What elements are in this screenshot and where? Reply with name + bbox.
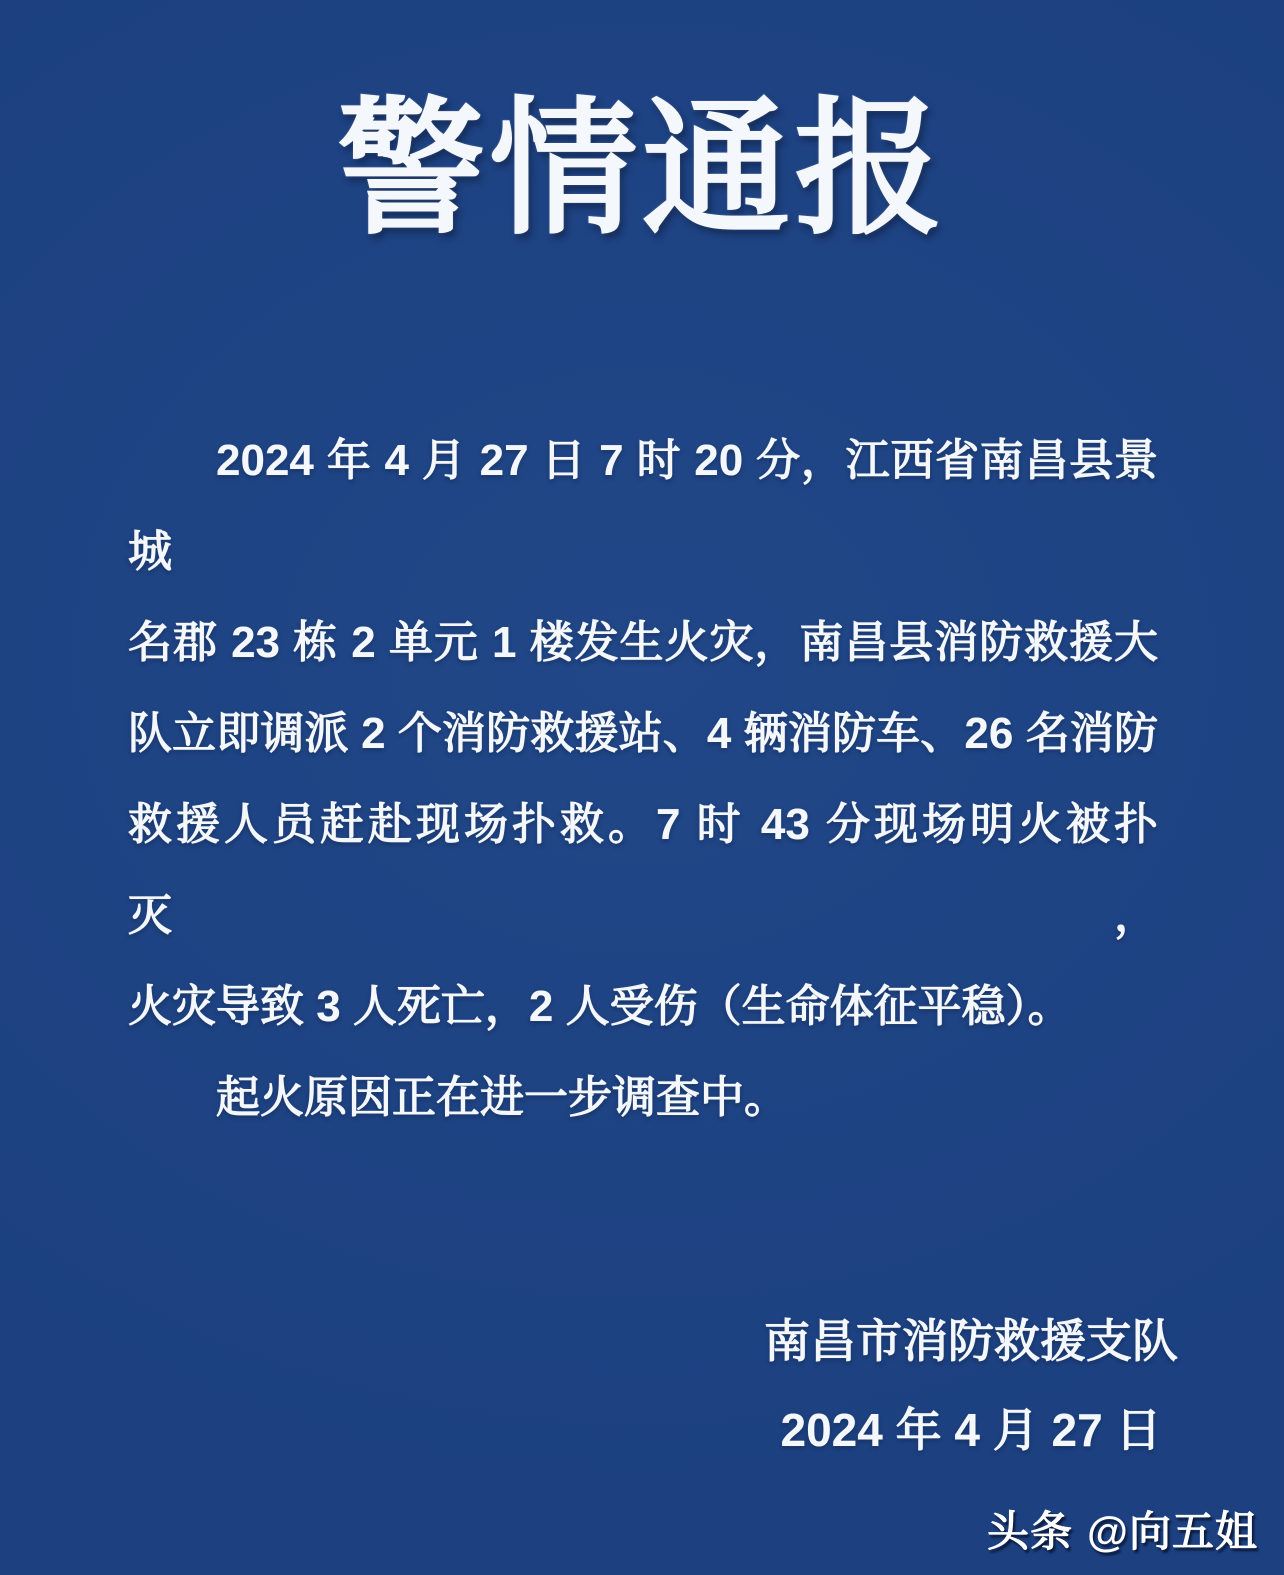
toutiao-logo: 头条 (987, 1508, 1074, 1555)
body-line-4: 救援人员赶赴现场扑救。7 时 43 分现场明火被扑灭， (128, 800, 1158, 940)
watermark (987, 1499, 1258, 1559)
watermark-handle: @向五姐 (1087, 1508, 1258, 1555)
notice-body (128, 415, 1158, 1143)
issuer-name: 南昌市消防救援支队 (764, 1315, 1178, 1367)
body-line-3: 队立即调派 2 个消防救援站、4 辆消防车、26 名消防 (128, 709, 1158, 758)
body-line-5: 火灾导致 3 人死亡，2 人受伤（生命体征平稳）。 (128, 982, 1072, 1031)
signature-block (764, 1297, 1178, 1475)
notice-title: 警情通报 (337, 81, 947, 255)
body-line-2: 名郡 23 栋 2 单元 1 楼发生火灾，南昌县消防救援大 (128, 618, 1158, 667)
body-line-6: 起火原因正在进一步调查中。 (216, 1073, 788, 1122)
body-line-1: 2024 年 4 月 27 日 7 时 20 分，江西省南昌县景城 (128, 436, 1158, 576)
issue-date: 2024 年 4 月 27 日 (780, 1404, 1162, 1456)
